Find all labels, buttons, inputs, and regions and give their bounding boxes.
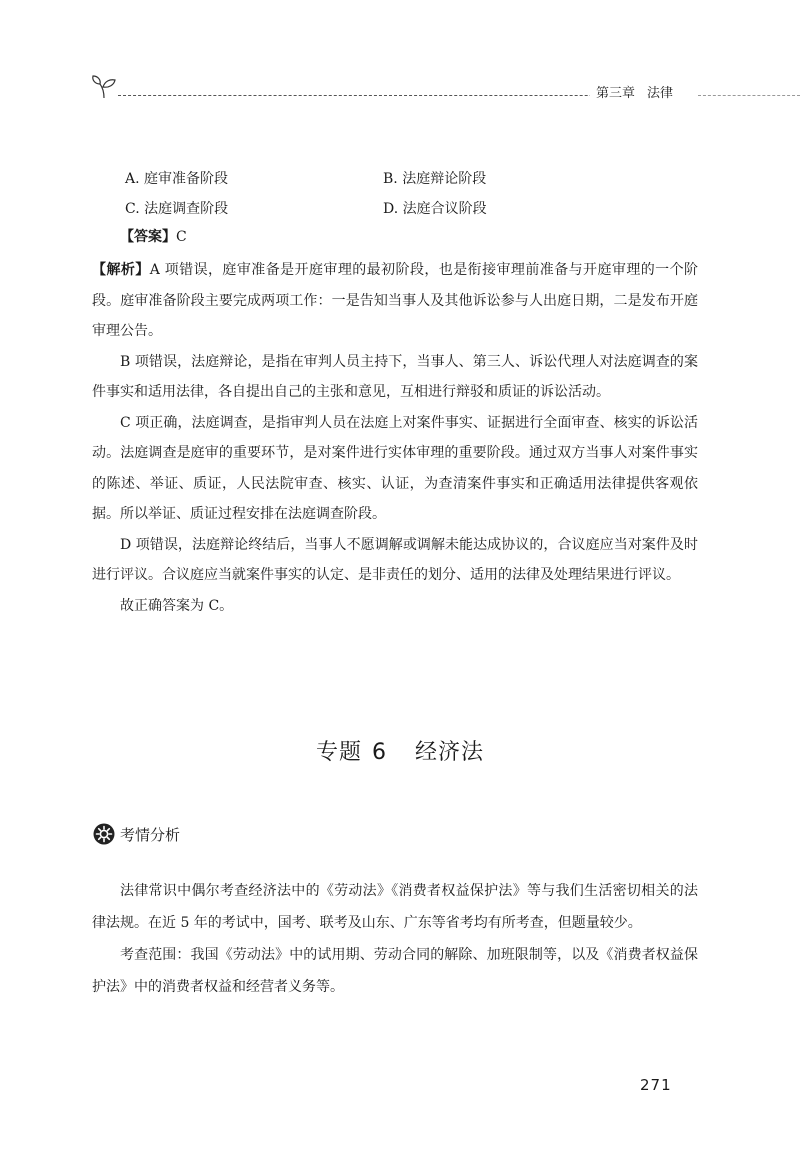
analysis-heading bbox=[93, 822, 180, 846]
page-header bbox=[90, 72, 800, 102]
chapter-label: 第三章 bbox=[596, 86, 636, 101]
header-rule-right bbox=[698, 95, 800, 96]
section-heading bbox=[0, 735, 800, 766]
answer-label: 答案 bbox=[134, 229, 162, 245]
option-c: C. 法庭调查阶段 bbox=[125, 201, 229, 217]
analysis-body bbox=[92, 875, 698, 1003]
analysis-para-2: 考查范围：我国《劳动法》中的试用期、劳动合同的解除、加班限制等，以及《消费者权益保护法》中的消费者权益和经营者义务等。 bbox=[92, 947, 698, 995]
answer-value: C bbox=[176, 229, 187, 245]
explanation-para-4: D 项错误，法庭辩论终结后，当事人不愿调解或调解未能达成协议的，合议庭应当对案件及时进行评议。合议庭应当就案件事实的认定、是非责任的划分、适用的法律及处理结果进行评议。 bbox=[92, 536, 698, 583]
answer-label-close: 】 bbox=[162, 229, 176, 245]
explanation-para-3: C 项正确，法庭调查，是指审判人员在法庭上对案件事实、证据进行全面审查、核实的诉讼活动。法庭调查是庭审的重要环节，是对案件进行实体审理的重要阶段。通过双方当事人对案件事实的陈述、举证、质证，人民法院审查、核实、认证，为查清案件事实和正确适用法律提供客观依据。所以举证、质证过程安排在法庭调查阶段。 bbox=[92, 414, 698, 522]
gear-icon bbox=[93, 823, 115, 845]
section-number: 6 bbox=[372, 740, 387, 765]
answer-options bbox=[125, 163, 685, 223]
explanation-text-1: A 项错误，庭审准备是开庭审理的最初阶段，也是衔接审理前准备与开庭审理的一个阶段。庭审准备阶段主要完成两项工作：一是告知当事人及其他诉讼参与人出庭日期，二是发布开庭审理公告。 bbox=[92, 262, 699, 339]
explanation-para-1 bbox=[92, 255, 698, 347]
option-row bbox=[125, 163, 685, 193]
answer-line bbox=[120, 226, 187, 246]
page-number: 271 bbox=[640, 1076, 672, 1094]
section-name: 经济法 bbox=[415, 740, 485, 765]
sprout-icon bbox=[90, 74, 120, 100]
section-label: 专题 bbox=[315, 740, 362, 765]
answer-label-open: 【 bbox=[120, 229, 134, 245]
running-head bbox=[590, 82, 679, 101]
explanation bbox=[92, 255, 698, 621]
explanation-label-close: 】 bbox=[135, 262, 150, 278]
option-d: D. 法庭合议阶段 bbox=[383, 201, 487, 217]
option-row bbox=[125, 193, 685, 223]
explanation-label: 解析 bbox=[106, 262, 136, 278]
analysis-para-1: 法律常识中偶尔考查经济法中的《劳动法》《消费者权益保护法》等与我们生活密切相关的法律法规。在近 5 年的考试中，国考、联考及山东、广东等省考均有所考查，但题量较少。 bbox=[92, 883, 698, 931]
explanation-para-2: B 项错误，法庭辩论，是指在审判人员主持下，当事人、第三人、诉讼代理人对法庭调查的案件事实和适用法律，各自提出自己的主张和意见，互相进行辩驳和质证的诉讼活动。 bbox=[92, 353, 698, 400]
explanation-label-open: 【 bbox=[92, 262, 107, 278]
option-a: A. 庭审准备阶段 bbox=[125, 171, 229, 187]
analysis-heading-text: 考情分析 bbox=[120, 825, 181, 844]
explanation-para-5: 故正确答案为 C。 bbox=[120, 597, 234, 614]
option-b: B. 法庭辩论阶段 bbox=[383, 171, 487, 187]
chapter-title: 法律 bbox=[647, 86, 674, 101]
